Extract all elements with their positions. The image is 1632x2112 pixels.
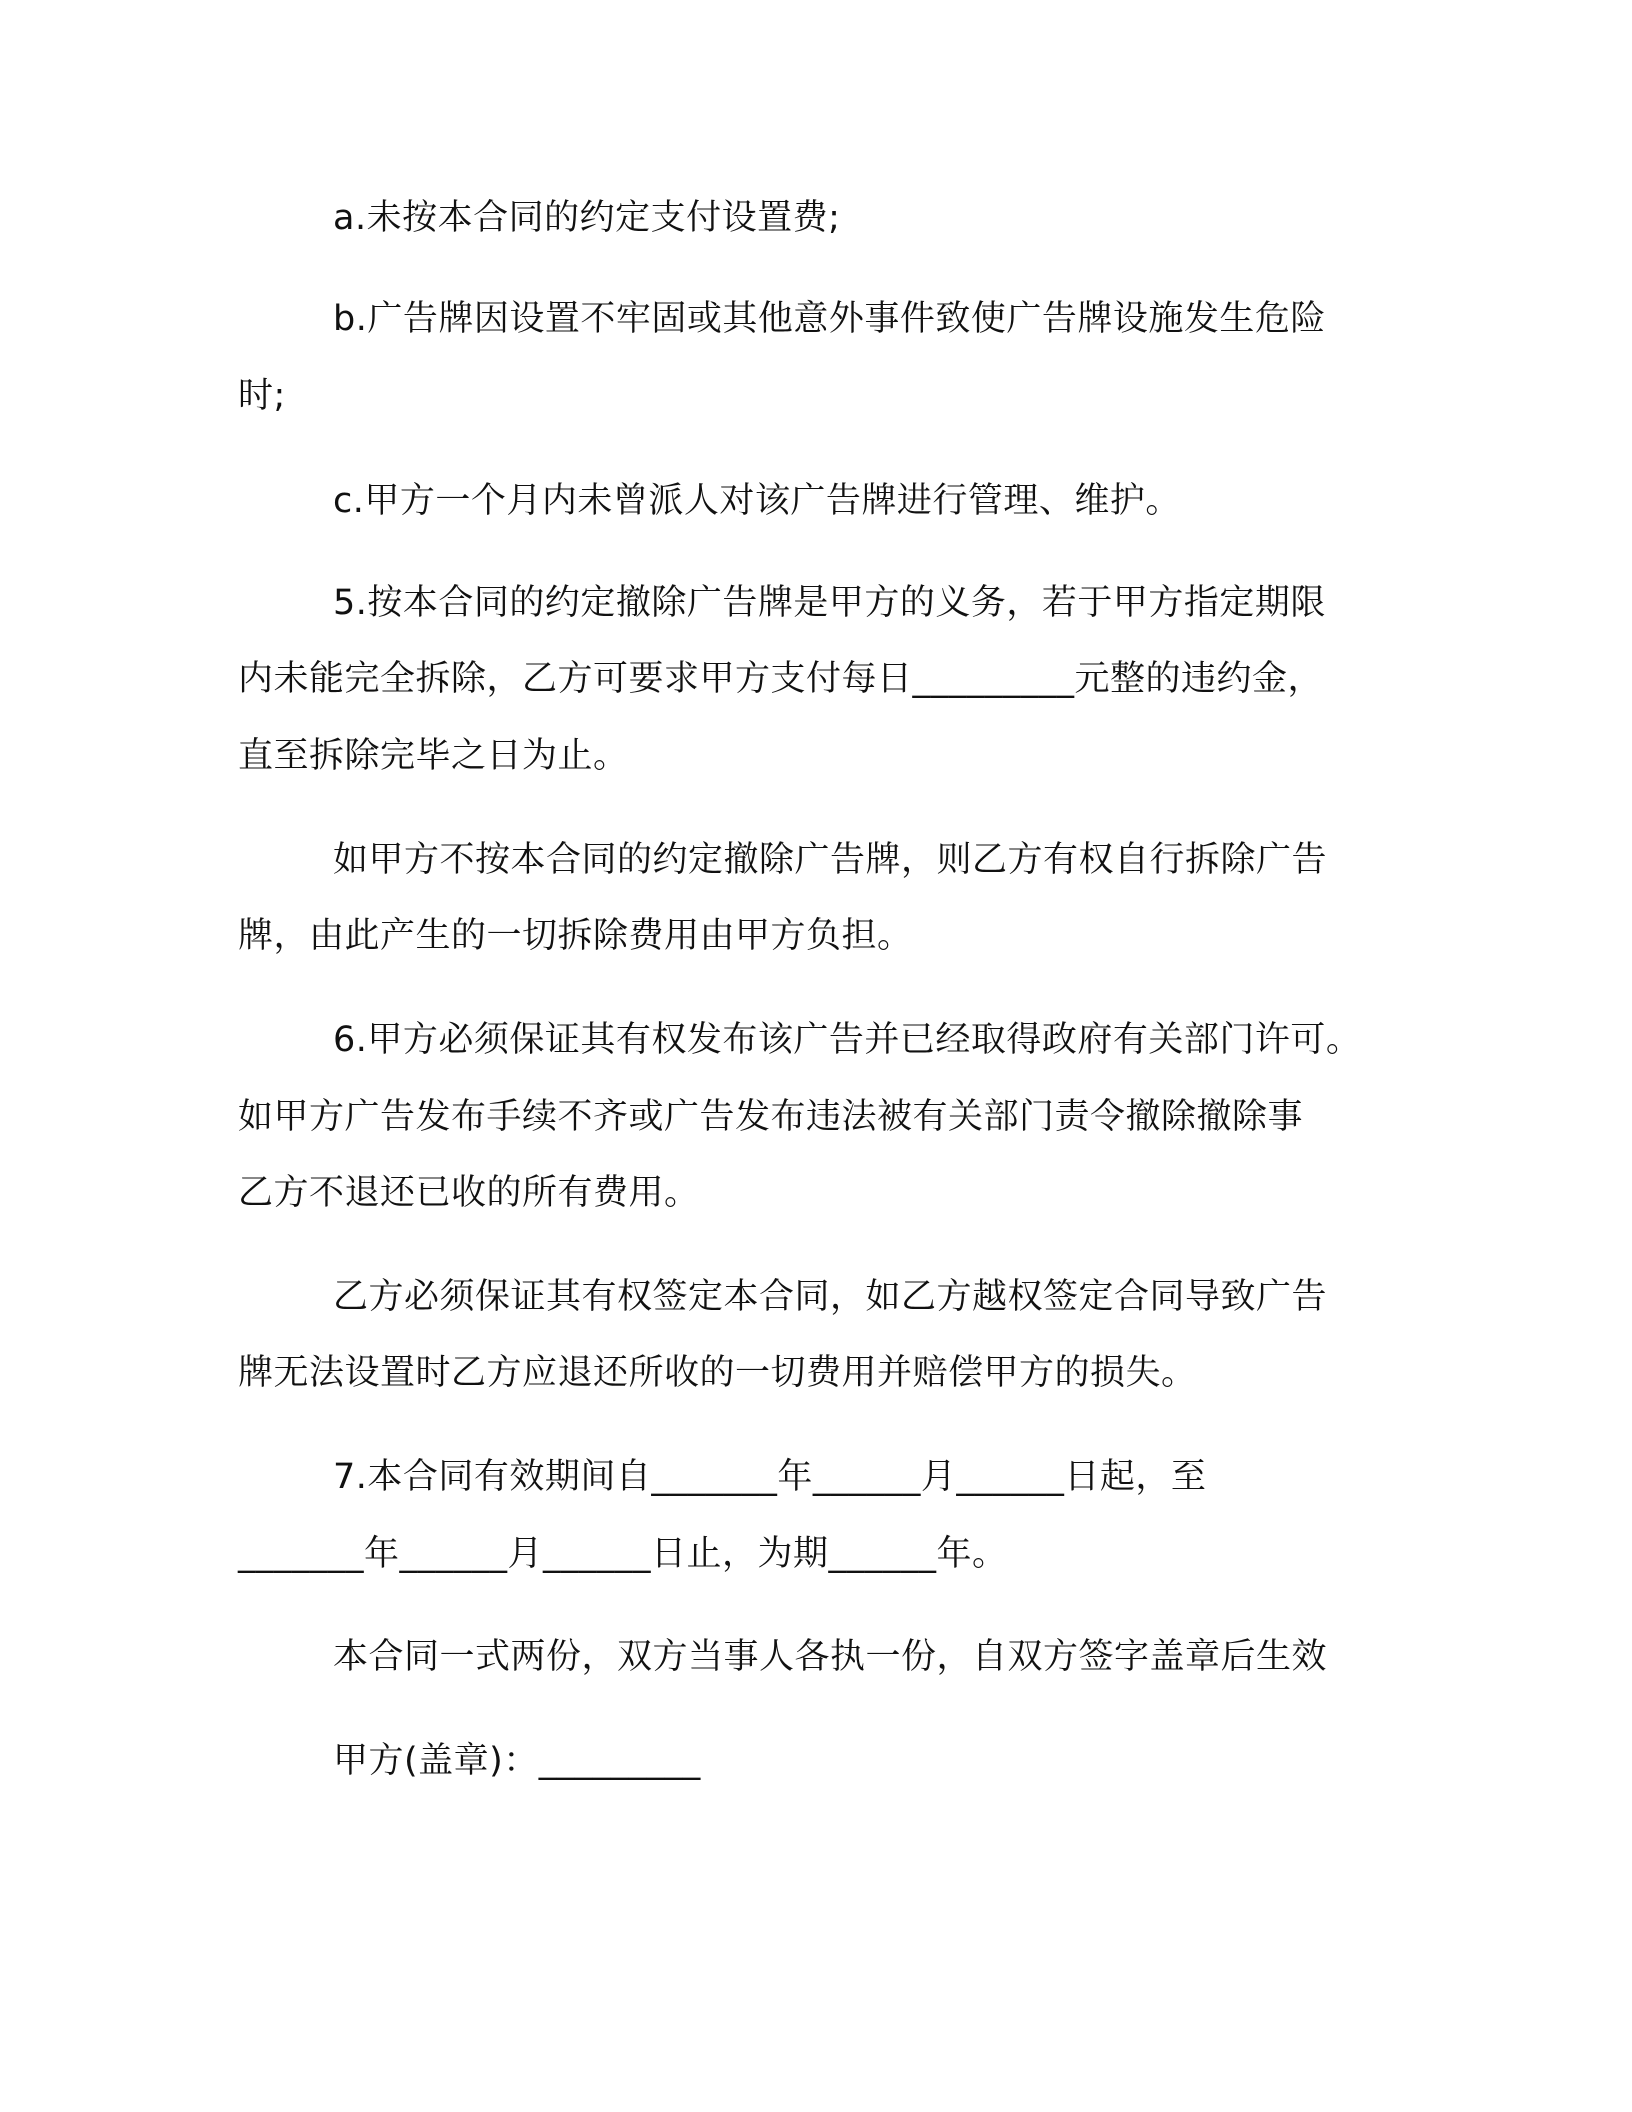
clause-5-line-2: 内未能完全拆除，乙方可要求甲方支付每日_________元整的违约金， (238, 659, 1324, 699)
clause-a: a.未按本合同的约定支付设置费; (333, 198, 841, 238)
clause-6b-line-1: 乙方必须保证其有权签定本合同，如乙方越权签定合同导致广告 (333, 1277, 1328, 1317)
clause-c: c.甲方一个月内未曾派人对该广告牌进行管理、维护。 (333, 481, 1181, 521)
clause-7-line-1: 7.本合同有效期间自_______年______月______日起，至 (333, 1457, 1207, 1497)
clause-5-line-3: 直至拆除完毕之日为止。 (238, 736, 629, 776)
clause-5b-line-1: 如甲方不按本合同的约定撤除广告牌，则乙方有权自行拆除广告 (333, 840, 1328, 880)
clause-6-line-1: 6.甲方必须保证其有权发布该广告并已经取得政府有关部门许可。 (333, 1020, 1362, 1060)
clause-b-line-2: 时; (238, 376, 286, 416)
clause-6-line-2: 如甲方广告发布手续不齐或广告发布违法被有关部门责令撤除撤除事 (238, 1097, 1304, 1137)
clause-7-line-2: _______年______月______日止，为期______年。 (238, 1534, 1008, 1574)
clause-6-line-3: 乙方不退还已收的所有费用。 (238, 1173, 700, 1213)
clause-b-line-1: b.广告牌因设置不牢固或其他意外事件致使广告牌设施发生危险 (333, 299, 1326, 339)
clause-6b-line-2: 牌无法设置时乙方应退还所收的一切费用并赔偿甲方的损失。 (238, 1353, 1197, 1393)
clause-5b-line-2: 牌，由此产生的一切拆除费用由甲方负担。 (238, 916, 913, 956)
clause-5-line-1: 5.按本合同的约定撤除广告牌是甲方的义务，若于甲方指定期限 (333, 583, 1326, 623)
copies-clause: 本合同一式两份，双方当事人各执一份，自双方签字盖章后生效 (333, 1637, 1328, 1677)
party-a-seal: 甲方(盖章)：_________ (333, 1741, 701, 1781)
